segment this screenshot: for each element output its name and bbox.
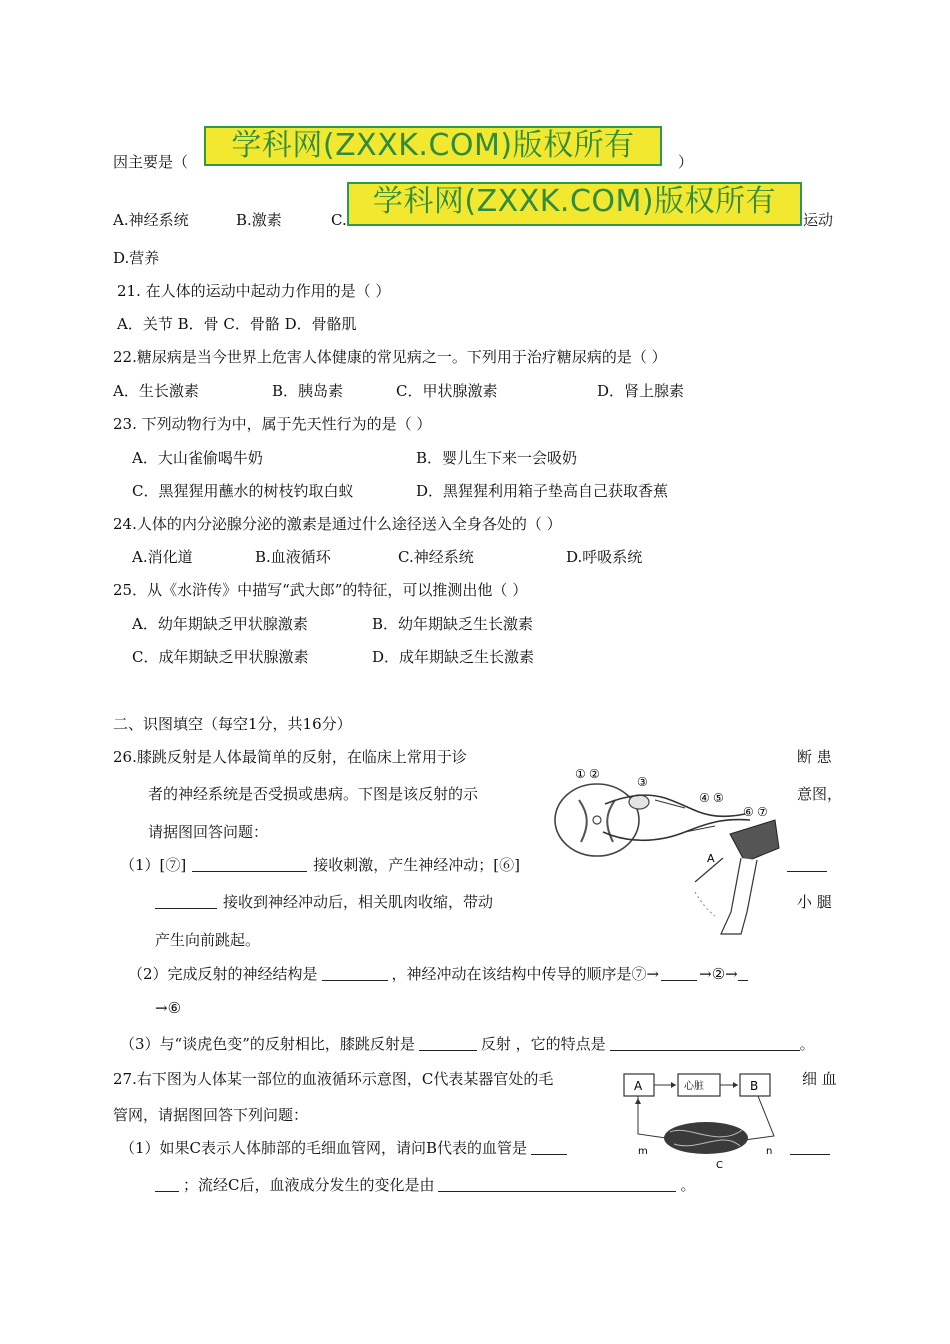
q26-part2-end: →⑥ bbox=[155, 999, 182, 1017]
label-5: ⑤ bbox=[713, 791, 724, 805]
q27-part1-a: （1）如果C表示人体肺部的毛细血管网，请问B代表的血管是 bbox=[120, 1139, 528, 1157]
q26-part3 bbox=[120, 1034, 815, 1054]
knee-reflex-diagram bbox=[545, 762, 785, 940]
q20-stem-end: ） bbox=[678, 153, 694, 171]
label-4: ④ bbox=[699, 791, 710, 805]
q26-line-1-right: 断 患 bbox=[797, 748, 832, 766]
q26-part1-right: 小 腿 bbox=[797, 893, 832, 911]
q23-option-d: D．黑猩猩利用箱子垫高自己获取香蕉 bbox=[416, 482, 669, 500]
q26-part1-blank-right bbox=[787, 855, 827, 875]
q26-part3-a: （3）与“谈虎色变”的反射相比，膝跳反射是 bbox=[120, 1035, 415, 1053]
q26-part1 bbox=[120, 855, 520, 875]
q26-line-2: 者的神经系统是否受损或患病。下图是该反射的示 bbox=[148, 785, 479, 803]
q26-blank-effector-b[interactable] bbox=[155, 893, 217, 909]
q26-line-2-right: 意图， bbox=[797, 785, 843, 803]
q22-option-d: D．肾上腺素 bbox=[597, 382, 685, 400]
q26-line-1: 26.膝跳反射是人体最简单的反射，在临床上常用于诊 bbox=[113, 748, 467, 766]
q26-part1-a: （1）[⑦] bbox=[120, 856, 187, 874]
q24-stem: 24.人体的内分泌腺分泌的激素是通过什么途径送入全身各处的（ ） bbox=[113, 515, 562, 533]
box-b-label: B bbox=[750, 1079, 759, 1093]
watermark-2: 学科网(ZXXK.COM)版权所有 bbox=[347, 182, 802, 226]
circulation-diagram bbox=[618, 1068, 796, 1172]
q27-line-1-right: 细 血 bbox=[802, 1070, 837, 1088]
arrowhead-2 bbox=[733, 1082, 738, 1088]
swing-arc bbox=[695, 892, 715, 916]
label-6: ⑥ bbox=[743, 805, 754, 819]
q27-blank-vessel-a[interactable] bbox=[531, 1139, 567, 1155]
central-canal bbox=[593, 816, 601, 824]
q26-part2-b: ，神经冲动在该结构中传导的顺序是⑦→ bbox=[391, 965, 660, 983]
q21-options: A．关节 B．骨 C．骨骼 D．骨骼肌 bbox=[117, 315, 357, 333]
q20-option-c-suffix: 运动 bbox=[803, 211, 834, 229]
q27-part1-blank-right bbox=[790, 1138, 830, 1158]
label-3: ③ bbox=[637, 775, 648, 789]
q21-stem: 21. 在人体的运动中起动力作用的是（ ） bbox=[117, 282, 391, 300]
section-2-title: 二、识图填空（每空1分，共16分） bbox=[113, 715, 352, 733]
capillary-net bbox=[664, 1122, 748, 1154]
vessel-m bbox=[638, 1096, 666, 1138]
q27-blank-vessel-c[interactable] bbox=[155, 1176, 179, 1192]
q23-stem: 23. 下列动物行为中，属于先天性行为的是（ ） bbox=[113, 415, 432, 433]
box-heart-label: 心脏 bbox=[684, 1081, 704, 1092]
q23-option-a: A．大山雀偷喝牛奶 bbox=[132, 449, 263, 467]
q26-part2 bbox=[128, 964, 748, 984]
label-c: C bbox=[716, 1160, 723, 1171]
q26-blank-sequence-1[interactable] bbox=[661, 965, 697, 981]
q20-option-a: A.神经系统 bbox=[113, 211, 189, 229]
label-1: ① bbox=[575, 767, 586, 781]
q24-option-b: B.血液循环 bbox=[255, 548, 331, 566]
q22-option-a: A．生长激素 bbox=[113, 382, 199, 400]
q24-option-a: A.消化道 bbox=[132, 548, 193, 566]
label-n: n bbox=[766, 1146, 773, 1157]
q27-line-2: 管网，请据图回答下列问题： bbox=[113, 1106, 309, 1124]
q23-option-c: C．黑猩猩用蘸水的树枝钓取白蚁 bbox=[132, 482, 354, 500]
q26-blank-sequence-2[interactable] bbox=[738, 965, 748, 981]
q22-stem: 22.糖尿病是当今世界上危害人体健康的常见病之一。下列用于治疗糖尿病的是（ ） bbox=[113, 348, 667, 366]
q26-part1-cont bbox=[155, 892, 493, 912]
q25-stem: 25．从《水浒传》中描写“武大郎”的特征，可以推测出他（ ） bbox=[113, 581, 528, 599]
watermark-1: 学科网(ZXXK.COM)版权所有 bbox=[204, 126, 662, 166]
q24-option-d: D.呼吸系统 bbox=[566, 548, 643, 566]
q24-option-c: C.神经系统 bbox=[398, 548, 474, 566]
q26-line-3: 请据图回答问题： bbox=[148, 823, 269, 841]
q26-part3-c: 。 bbox=[799, 1035, 815, 1053]
box-a-label: A bbox=[634, 1079, 643, 1093]
label-a: A bbox=[707, 852, 715, 865]
q26-blank-feature[interactable] bbox=[610, 1035, 800, 1051]
q27-part1-cont bbox=[155, 1175, 696, 1195]
q25-option-b: B．幼年期缺乏生长激素 bbox=[372, 615, 534, 633]
q20-option-b: B.激素 bbox=[236, 211, 282, 229]
q23-option-b: B．婴儿生下来一会吸奶 bbox=[416, 449, 578, 467]
arrowhead-3 bbox=[635, 1098, 641, 1104]
q26-part1-c: 接收到神经冲动后，相关肌肉收缩，带动 bbox=[223, 893, 494, 911]
q20-option-c-prefix: C. bbox=[331, 211, 347, 229]
label-2: ② bbox=[589, 767, 600, 781]
q27-part1 bbox=[120, 1138, 567, 1158]
q27-part1-c: 。 bbox=[680, 1176, 696, 1194]
q26-blank-receptor[interactable] bbox=[192, 856, 307, 872]
q26-blank-effector-a[interactable] bbox=[787, 856, 827, 872]
vessel-n bbox=[744, 1096, 774, 1140]
q27-blank-blood-change[interactable] bbox=[438, 1176, 676, 1192]
q25-option-a: A．幼年期缺乏甲状腺激素 bbox=[132, 615, 308, 633]
q26-part3-b: 反射 ，它的特点是 bbox=[480, 1035, 606, 1053]
q26-blank-reflex-type[interactable] bbox=[419, 1035, 477, 1051]
q25-option-d: D．成年期缺乏生长激素 bbox=[372, 648, 535, 666]
thigh-muscle bbox=[730, 820, 779, 862]
q22-option-c: C．甲状腺激素 bbox=[396, 382, 498, 400]
q26-part1-b: 接收刺激，产生神经冲动；[⑥] bbox=[313, 856, 520, 874]
q25-option-c: C．成年期缺乏甲状腺激素 bbox=[132, 648, 309, 666]
label-m: m bbox=[638, 1146, 648, 1157]
q20-option-d: D.营养 bbox=[113, 249, 160, 267]
q26-part2-c: →②→ bbox=[699, 965, 738, 983]
arrowhead-1 bbox=[671, 1082, 676, 1088]
q27-blank-vessel-b[interactable] bbox=[790, 1139, 830, 1155]
q22-option-b: B．胰岛素 bbox=[272, 382, 344, 400]
q27-line-1: 27.右下图为人体某一部位的血液循环示意图，C代表某器官处的毛 bbox=[113, 1070, 554, 1088]
q20-stem-start: 因主要是（ bbox=[113, 153, 189, 171]
q26-part2-a: （2）完成反射的神经结构是 bbox=[128, 965, 318, 983]
q26-part1-end: 产生向前跳起。 bbox=[155, 931, 261, 949]
q27-part1-b: ；流经C后，血液成分发生的变化是由 bbox=[183, 1176, 435, 1194]
lower-leg bbox=[721, 858, 757, 934]
q26-blank-reflex-arc[interactable] bbox=[322, 965, 388, 981]
label-7: ⑦ bbox=[757, 805, 768, 819]
